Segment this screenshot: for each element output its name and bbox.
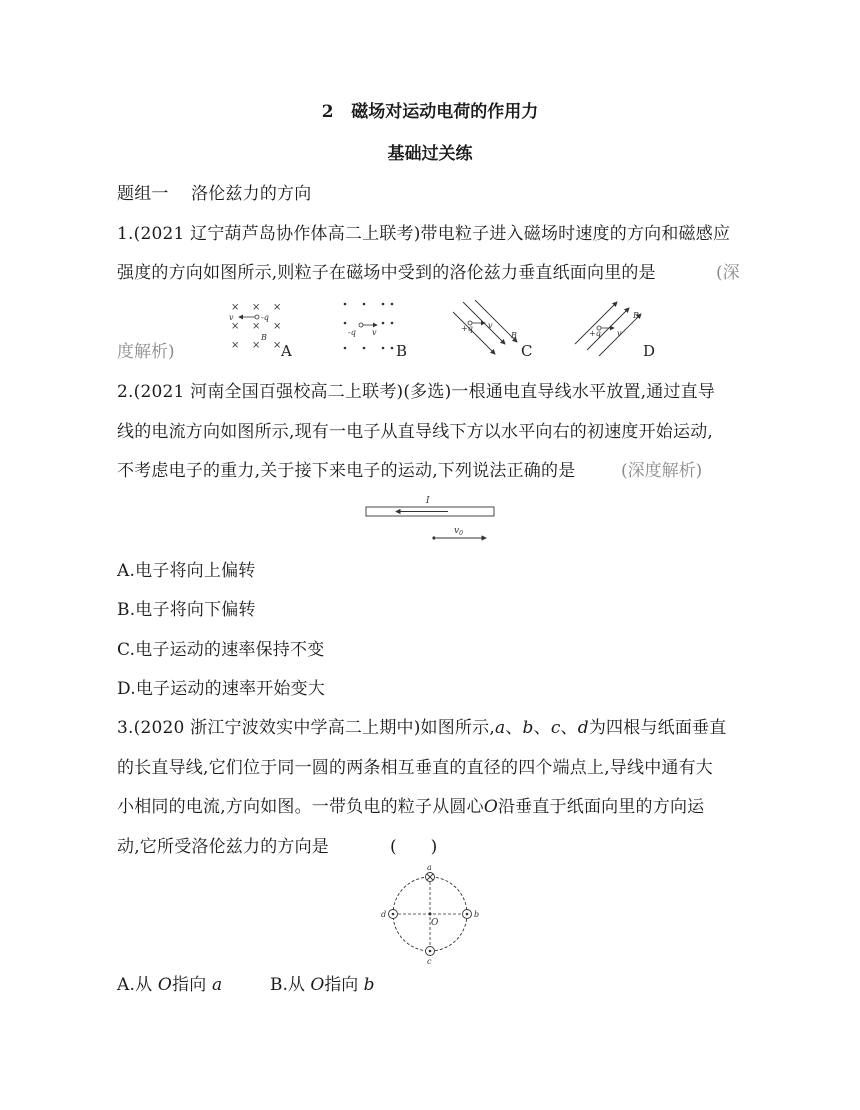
svg-text:×: ×	[231, 321, 240, 332]
svg-text:×: ×	[273, 302, 282, 313]
section-heading	[0, 100, 860, 124]
svg-text:×: ×	[252, 340, 261, 351]
svg-text:×: ×	[231, 340, 240, 351]
wire-d	[389, 910, 398, 919]
q1-tag-part1: (深	[716, 263, 740, 283]
particle-dot	[255, 315, 259, 319]
electron-dot	[432, 536, 435, 539]
v-label: v	[372, 328, 377, 337]
b-field-label: B	[633, 311, 639, 320]
q3-option-a: A.从 O指向 a	[117, 975, 223, 995]
q1-line1: 1.(2021 辽宁葫芦岛协作体高二上联考)带电粒子进入磁场时速度的方向和磁感应	[117, 224, 731, 244]
q2-tag: (深度解析)	[621, 461, 703, 481]
subheading: 基础过关练	[387, 144, 473, 164]
label-b: b	[474, 910, 480, 919]
q2-line1: 2.(2021 河南全国百强校高二上联考)(多选)一根通电直导线水平放置,通过直导	[117, 382, 716, 402]
q2-line3: 不考虑电子的重力,关于接下来电子的运动,下列说法正确的是	[117, 461, 576, 481]
q3-answer-paren: ( )	[390, 837, 438, 857]
v-label: v	[229, 313, 234, 322]
label-a: a	[427, 863, 432, 872]
q1-label-d: D	[643, 342, 656, 360]
q1-line2: 强度的方向如图所示,则粒子在磁场中受到的洛伦兹力垂直纸面向里的是	[117, 263, 656, 283]
label-c: c	[427, 957, 432, 966]
section-number: 2	[321, 102, 334, 122]
svg-text:×: ×	[273, 340, 282, 351]
q1-tag-part2: 度解析)	[117, 342, 175, 362]
charge-label: +q	[589, 329, 601, 338]
group-topic: 洛伦兹力的方向	[191, 184, 312, 204]
v-label: v	[617, 329, 622, 338]
group-heading	[117, 182, 311, 206]
section-title: 磁场对运动电荷的作用力	[351, 102, 539, 122]
q2-option-b: B.电子将向下偏转	[117, 600, 256, 620]
wire-c	[426, 947, 435, 956]
current-label: I	[426, 496, 430, 506]
q3-line3: 小相同的电流,方向如图。一带负电的粒子从圆心O沿垂直于纸面向里的方向运	[117, 797, 705, 817]
q2-figure	[362, 492, 502, 542]
q1-figures	[225, 298, 665, 360]
svg-text:×: ×	[252, 302, 261, 313]
q1-figure-d	[575, 302, 641, 356]
svg-text:×: ×	[252, 321, 261, 332]
q3-line2: 的长直导线,它们位于同一圆的两条相互垂直的直径的四个端点上,导线中通有大	[117, 758, 714, 778]
label-o: O	[431, 918, 439, 928]
svg-text:×: ×	[273, 321, 282, 332]
q1-figure-c	[453, 300, 517, 354]
particle-dot	[359, 323, 363, 327]
q1-figure-b	[344, 303, 394, 350]
charge-label: +q	[461, 324, 473, 333]
q1-label-b: B	[396, 342, 408, 360]
q2-line2: 线的电流方向如图所示,现有一电子从直导线下方以水平向右的初速度开始运动,	[117, 422, 714, 442]
q2-option-a: A.电子将向上偏转	[117, 561, 256, 581]
q1-label-a: A	[281, 342, 292, 360]
q3-figure	[376, 862, 484, 966]
charge-label: -q	[261, 313, 269, 322]
q2-option-d: D.电子运动的速率开始变大	[117, 679, 326, 699]
q3-option-b: B.从 O指向 b	[270, 975, 375, 995]
label-d: d	[381, 910, 387, 919]
b-field-label: B	[511, 331, 517, 340]
q1-label-c: C	[521, 342, 533, 360]
q1-figure-a	[229, 302, 281, 351]
v-label: v	[488, 321, 493, 330]
group-label: 题组一	[117, 184, 169, 204]
velocity-label: $v_0$	[454, 526, 463, 537]
wire-b	[463, 910, 472, 919]
q2-option-c: C.电子运动的速率保持不变	[117, 640, 325, 660]
center-point	[429, 913, 432, 916]
wire-a	[426, 873, 435, 882]
q3-line4: 动,它所受洛伦兹力的方向是	[117, 837, 330, 857]
q3-line1: 3.(2020 浙江宁波效实中学高二上期中)如图所示,a、b、c、d为四根与纸面垂直	[117, 718, 727, 738]
charge-label: -q	[348, 328, 356, 337]
b-field-label: B	[261, 333, 267, 342]
svg-text:×: ×	[231, 302, 240, 313]
